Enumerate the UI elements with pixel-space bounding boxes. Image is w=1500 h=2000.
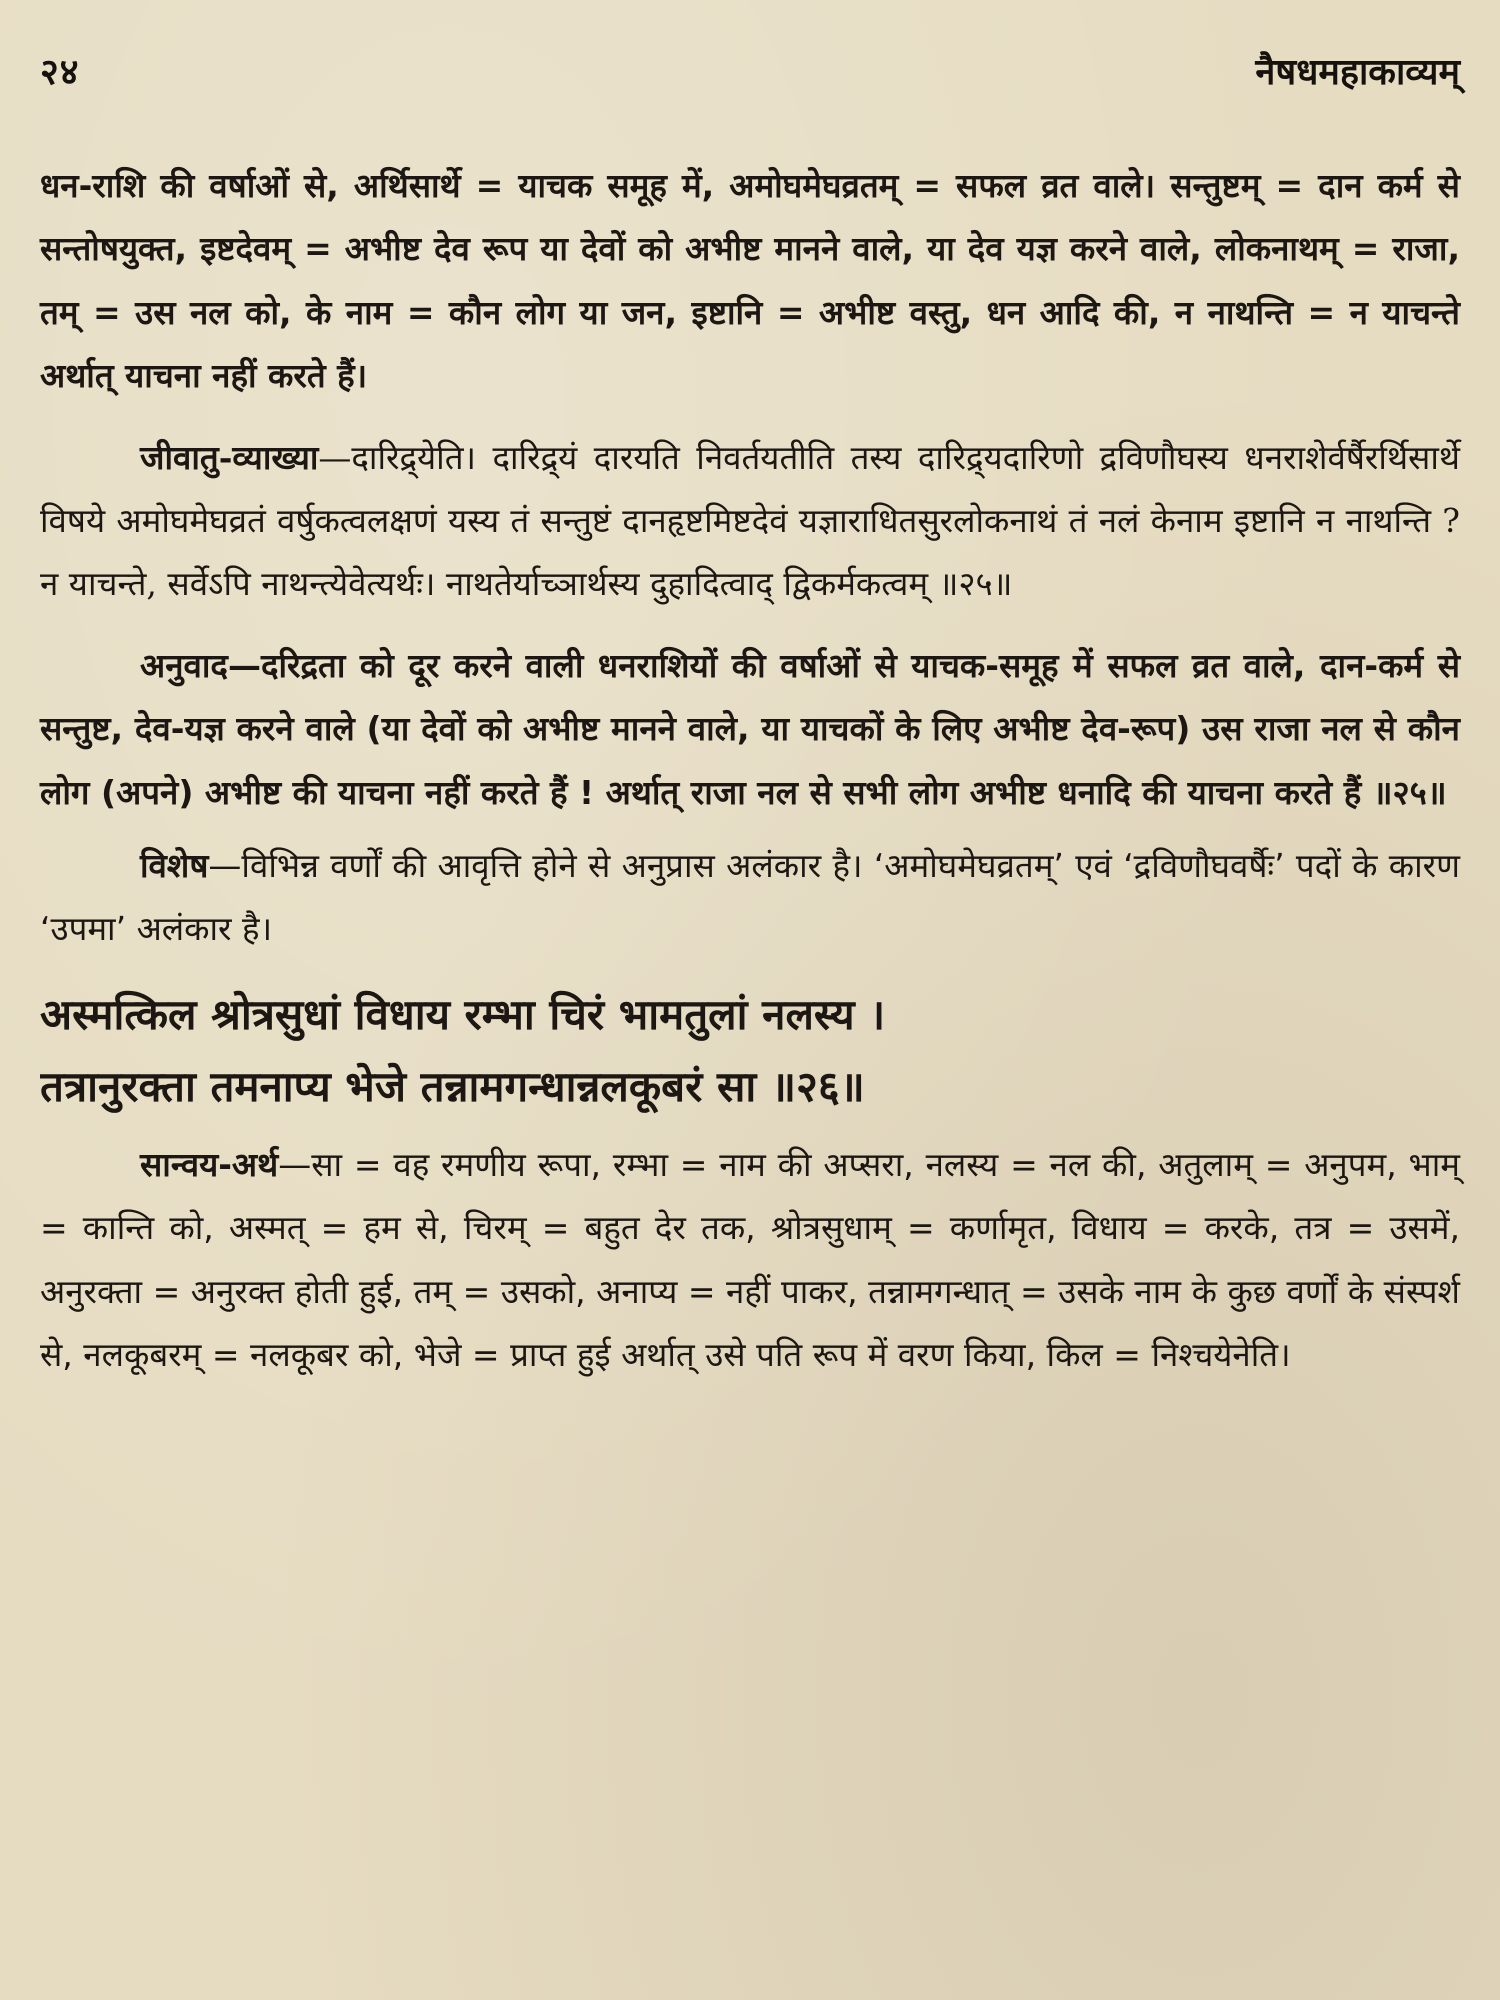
running-title: नैषधमहाकाव्यम् bbox=[1255, 52, 1460, 93]
anuvad-text: —दरिद्रता को दूर करने वाली धनराशियों की वर्षाओं से याचक-समूह में सफल व्रत वाले, दान-कर्म से सन्तुष्ट, देव-यज्ञ करने वाले (या देवों को अभीष्ट मानने वाले, या याचकों के लिए अभीष्ट देव-रूप) उस राजा नल से कौन लोग (अपने) अभीष्ट की याचना नहीं करते हैं ! अर्थात् राजा नल से सभी लोग अभीष्ट धनादि की याचना करते हैं ॥२५॥ bbox=[40, 645, 1460, 812]
page-body bbox=[40, 154, 1460, 1387]
vishesh-text: —विभिन्न वर्णों की आवृत्ति होने से अनुप्रास अलंकार है। ‘अमोघमेघव्रतम्’ एवं ‘द्रविणौघवर्षैः’ पदों के कारण ‘उपमा’ अलंकार है। bbox=[40, 846, 1460, 949]
vishesh-paragraph bbox=[40, 834, 1460, 961]
jivatu-paragraph bbox=[40, 426, 1460, 616]
anuvad-label: अनुवाद bbox=[140, 645, 228, 685]
jivatu-text: —दारिद्र्येति। दारिद्र्यं दारयति निवर्तयतीति तस्य दारिद्र्यदारिणो द्रविणौघस्य धनराशेर्वर्षैरर्थिसार्थे विषये अमोघमेघव्रतं वर्षुकत्वलक्षणं यस्य तं सन्तुष्टं दानहृष्टमिष्टदेवं यज्ञाराधितसुरलोकनाथं तं नलं केनाम इष्टानि न नाथन्ति ? न याचन्ते, सर्वेऽपि नाथन्त्येवेत्यर्थः। नाथतेर्याच्ञार्थस्य दुहादित्वाद् द्विकर्मकत्वम् ॥२५॥ bbox=[40, 437, 1460, 604]
jivatu-label: जीवातु-व्याख्या bbox=[140, 437, 319, 477]
vishesh-label: विशेष bbox=[140, 846, 209, 886]
sanvay-text: —सा = वह रमणीय रूपा, रम्भा = नाम की अप्सरा, नलस्य = नल की, अतुलाम् = अनुपम, भाम् = कान्ति को, अस्मत् = हम से, चिरम् = बहुत देर तक, श्रोत्रसुधाम् = कर्णामृत, विधाय = करके, तत्र = उसमें, अनुरक्ता = अनुरक्त होती हुई, तम् = उसको, अनाप्य = नहीं पाकर, तन्नामगन्धात् = उसके नाम के कुछ वर्णों के संस्पर्श से, नलकूबरम् = नलकूबर को, भेजे = प्राप्त हुई अर्थात् उसे पति रूप में वरण किया, किल = निश्चयेनेति। bbox=[40, 1144, 1460, 1375]
verse-block bbox=[40, 979, 1460, 1123]
sanvay-paragraph bbox=[40, 1133, 1460, 1387]
page-number: २४ bbox=[40, 52, 80, 93]
page-header bbox=[40, 48, 1460, 106]
verse-line-2: तत्रानुरक्ता तमनाप्य भेजे तन्नामगन्धान्नलकूबरं सा ॥२६॥ bbox=[40, 1061, 865, 1111]
sanvay-label: सान्वय-अर्थ bbox=[140, 1144, 279, 1184]
anuvad-paragraph bbox=[40, 634, 1460, 824]
verse-line-1: अस्मत्किल श्रोत्रसुधां विधाय रम्भा चिरं भामतुलां नलस्य । bbox=[40, 989, 886, 1039]
meaning-continued-paragraph: धन-राशि की वर्षाओं से, अर्थिसार्थे = याचक समूह में, अमोघमेघव्रतम् = सफल व्रत वाले। सन्तुष्टम् = दान कर्म से सन्तोषयुक्त, इष्टदेवम् = अभीष्ट देव रूप या देवों को अभीष्ट मानने वाले, या देव यज्ञ करने वाले, लोकनाथम् = राजा, तम् = उस नल को, के नाम = कौन लोग या जन, इष्टानि = अभीष्ट वस्तु, धन आदि की, न नाथन्ति = न याचन्ते अर्थात् याचना नहीं करते हैं। bbox=[40, 166, 1460, 396]
